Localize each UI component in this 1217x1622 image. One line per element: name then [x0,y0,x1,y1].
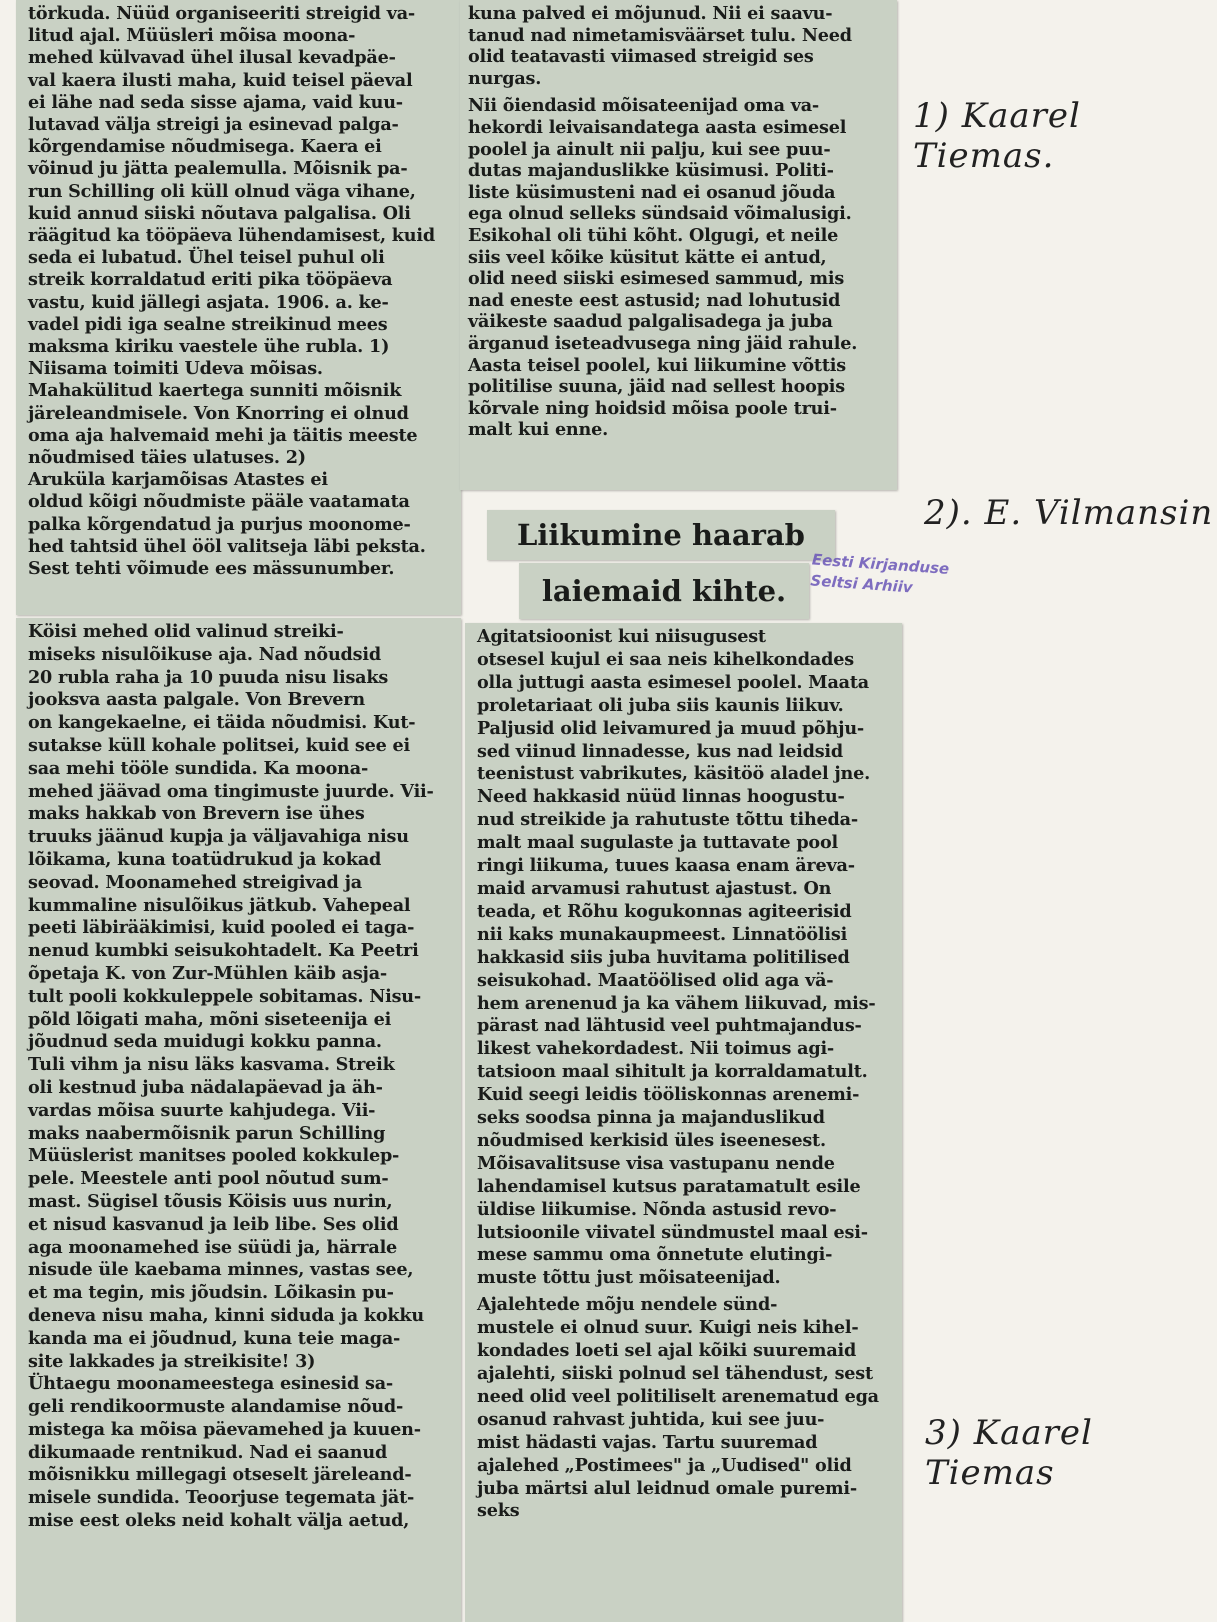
archive-stamp [808,549,1002,632]
stamp-line: Eesti Kirjanduse [811,550,950,579]
clipping-column-left-bottom [16,618,461,1622]
paragraph: törkuda. Nüüd organiseeriti streigid va- litud ajal. Müüsleri mõisa moona- mehed külvavad ühel ilusal kevadpäe- val kaera ilusti maha, kuid teisel päeval ei lähe nad seda sisse ajama, vaid kuu- lutavad välja streigi ja esinevad palga- kõrgendamise nõudmisega. Kaera ei võinud ju jätta pealemulla. Mõisnik pa- run Schilling oli küll olnud väga vihane, kuid annud siiski nõutava palgalisa. Oli räägitud ka tööpäeva lühendamisest, kuid seda ei lubatud. Ühel teisel puhul oli streik korraldatud eriti pika tööpäeva vastu, kuid jällegi asjata. 1906. a. ke- vadel pidi iga sealne streikinud mees maksma kiriku vaestele ühe rubla. 1) Niisama toimiti Udeva mõisas. Mahakülitud kaertega sunniti mõisnik järeleandmisele. Von Knorring ei olnud oma aja halvemaid mehi ja täitis meeste nõudmised täies ulatuses. 2) Aruküla karjamõisas Atastes ei oldud kõigi nõudmiste pääle vaatamata palka kõrgendatud ja purjus moonome- hed tahtsid ühel ööl valitseja läbi peksta. Sest tehti võimude ees mässunumber. [28,3,435,580]
paragraph: Nii õiendasid mõisateenijad oma va- hekordi leivaisandatega aasta esimesel poolel ja ainult nii palju, kui see puu- dutas majanduslikke küsimusi. Politi- liste küsimusteni nad ei osanud jõuda ega olnud selleks sündsaid võimalusigi. Esikohal oli tühi kõht. Olgugi, et neile siis veel kõike küsitut kätte ei antud, olid need siiski esimesed sammud, mis nad eneste eest astusid; nad lohutusid väikeste saadud palgalisadega ja juba ärganud iseteadvusega ning jäid rahule. Aasta teisel poolel, kui liikumine võttis politilise suuna, jäid nad sellest hoopis kõrvale ning hoidsid mõisa poole trui- malt kui enne. [468,95,858,441]
paragraph: Köisi mehed olid valinud streiki- miseks nisulõikuse aja. Nad nõudsid 20 rubla raha ja 10 puuda nisu lisaks jooksva aasta palgale. Von Brevern on kangekaelne, ei täida nõudmisi. Kut- sutakse küll kohale politsei, kuid see ei saa mehi tööle sundida. Ka moona- mehed jäävad oma tingimuste juurde. Vii- maks hakkab von Brevern ise ühes truuks jäänud kupja ja väljavahiga nisu lõikama, kuna toatüdrukud ja kokad seovad. Moonamehed streigivad ja kummaline nisulõikus jätkub. Vahepeal peeti läbirääkimisi, kuid pooled ei taga- nenud kumbki seisukohtadelt. Ka Peetri õpetaja K. von Zur-Mühlen käib asja- tult pooli kokkuleppele sobitamas. Nisu- põld lõigati maha, mõni siseteenija ei jõudnud seda muidugi kokku panna. Tuli vihm ja nisu läks kasvama. Streik oli kestnud juba nädalapäevad ja äh- vardas mõisa suurte kahjudega. Vii- maks naabermõisnik parun Schilling Müüslerist manitses pooled kokkulep- pele. Meestele anti pool nõutud sum- mast. Sügisel tõusis Köisis uus nurin, et nisud kasvanud ja leib libe. Ses olid aga moonamehed ise süüdi ja, härrale nisude üle kaebama minnes, vastas see, et ma tegin, mis jõudsin. Lõikasin pu- deneva nisu maha, kinni siduda ja kokku kanda ma ei jõudnud, kuna teie maga- site lakkades ja streikisite! 3) [28,621,434,1372]
clipping-column-right-top [460,0,897,490]
stamp-line: Seltsi Arhiiv [809,571,914,597]
headline-line-1: Liikumine haarab [487,510,835,560]
paragraph: Ajalehtede mõju nendele sünd- mustele ei olnud suur. Kuigi neis kihel- kondades loeti sel ajal kõiki suuremaid ajalehti, siiski polnud sel tähendust, sest need olid veel politiliselt arenematud ega osanud rahvast juhtida, kui see juu- mist hädasti vajas. Tartu suuremad ajalehed „Postimees" ja „Uudised" olid juba märtsi alul leidnud omale puremi- seks [477,1294,879,1522]
clipping-column-right-bottom [465,623,902,1622]
handwritten-note: 2). E. Vilmansin [924,493,1214,533]
headline-line-2: laiemaid kihte. [519,563,809,619]
handwritten-note: 3) Kaarel Tiemas [925,1413,1093,1493]
paragraph: Agitatsioonist kui niisugusest otsesel kujul ei saa neis kihelkondades olla juttugi aasta esimesel poolel. Maata proletariaat oli juba siis kaunis liikuv. Paljusid olid leivamured ja muud põhju- sed viinud linnadesse, kus nad leidsid teenistust vabrikutes, käsitöö aladel jne. Need hakkasid nüüd linnas hoogustu- nud streikide ja rahutuste tõttu tiheda- malt maal sugulaste ja tuttavate pool ringi liikuma, tuues kaasa enam äreva- maid arvamusi rahutust ajastust. On teada, et Rõhu kogukonnas agiteerisid nii kaks munakaupmeest. Linnatöölisi hakkasid siis juba huvitama politilised seisukohad. Maatöölised olid aga vä- hem arenenud ja ka vähem liikuvad, mis- pärast nad lähtusid veel puhtmajandus- likest vahekordadest. Nii toimus agi- tatsioon maal sihitult ja korraldamatult. Kuid seegi leidis tööliskonnas arenemi- seks soodsa pinna ja majanduslikud nõudmised kerkisid üles iseenesest. Mõisavalitsuse visa vastupanu nende lahendamisel kutsus paratamatult esile üldise liikumise. Nõnda astusid revo- lutsioonile viivatel sündmustel maal esi- mese sammu oma õnnetute elutingi- muste tõttu just mõisateenijad. [477,626,876,1289]
clipping-column-left-top [16,0,461,615]
paragraph: Ühtaegu moonameestega esinesid sa- geli rendikoormuste alandamise nõud- mistega ka mõisa päevamehed ja kuuen- dikumaade rentnikud. Nad ei saanud mõisnikku millegagi otseselt järeleand- misele sundida. Teoorjuse tegemata jät- mise eest oleks neid kohalt välja aetud, [28,1373,421,1532]
handwritten-note: 1) Kaarel Tiemas. [913,96,1081,176]
paragraph: kuna palved ei mõjunud. Nii ei saavu- tanud nad nimetamisväärset tulu. Need olid teatavasti viimased streigid ses nurgas. [468,3,852,89]
